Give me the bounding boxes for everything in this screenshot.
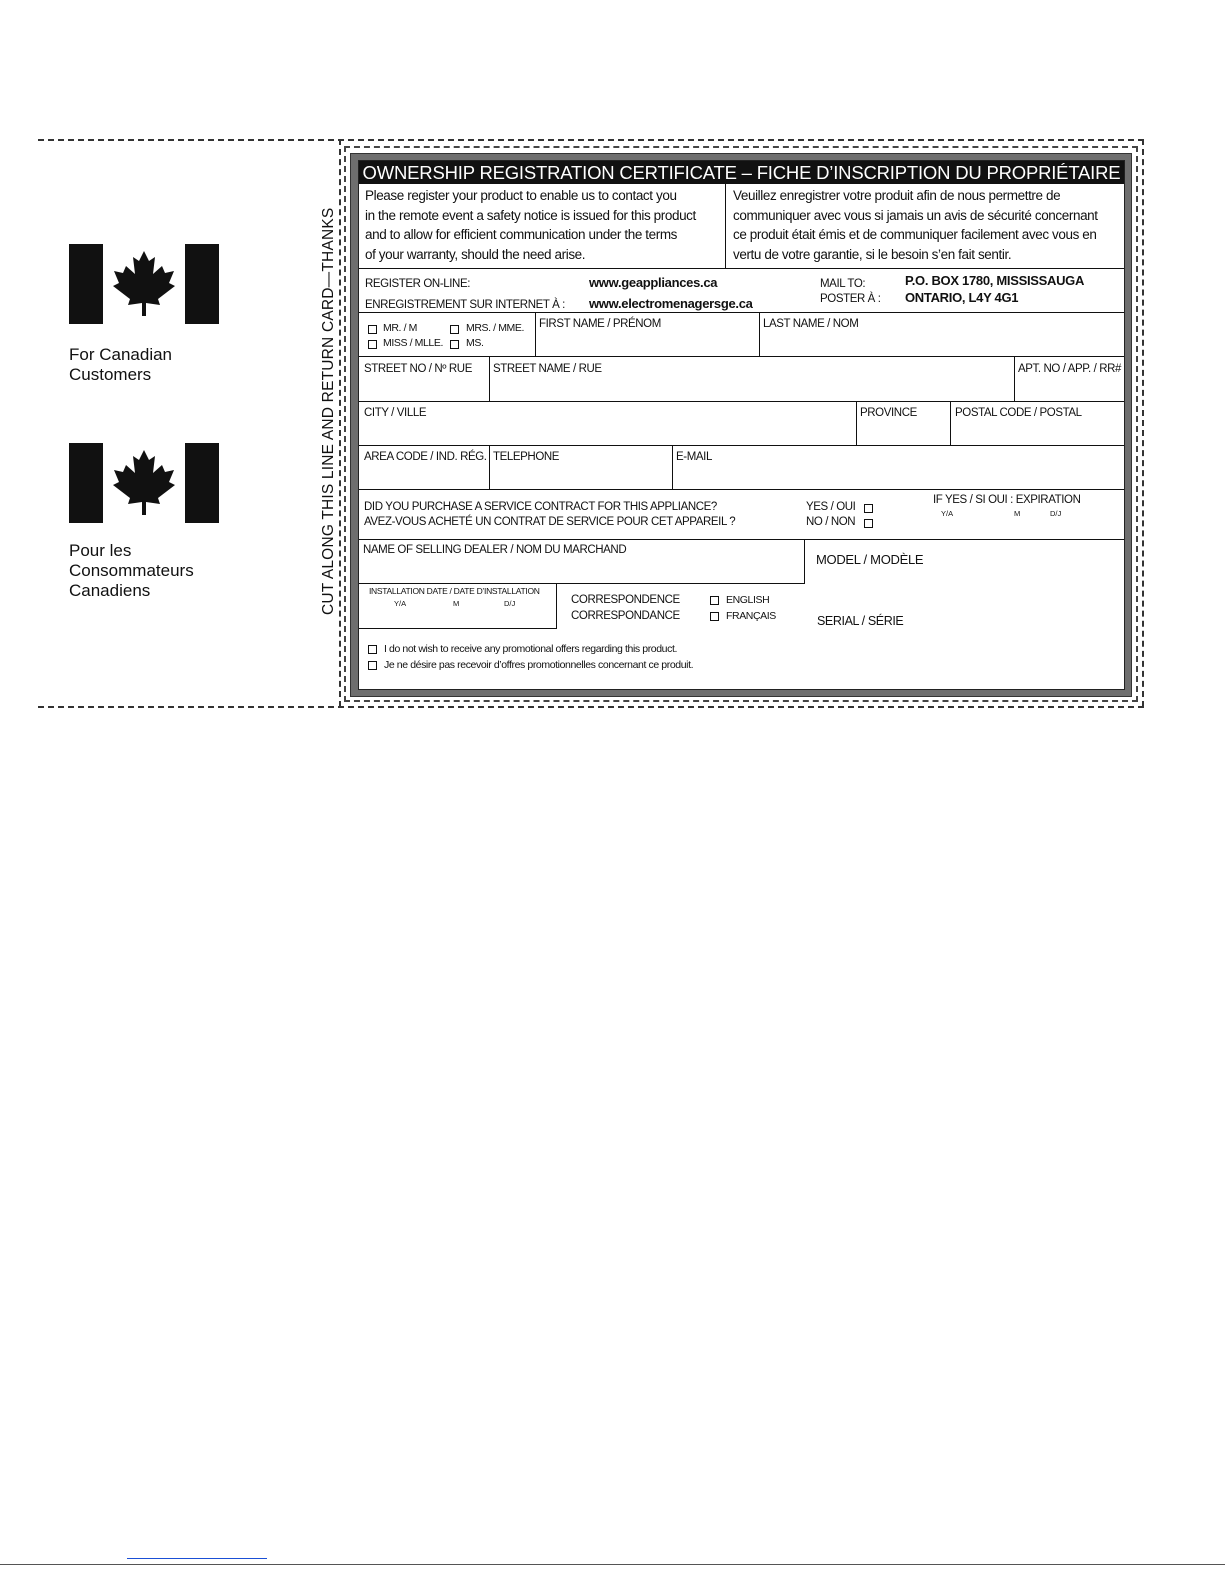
divider — [489, 445, 490, 489]
intro-english — [365, 186, 696, 264]
expiration-month: M — [1014, 509, 1021, 518]
divider — [359, 583, 805, 584]
install-day: D/J — [504, 599, 516, 608]
divider — [556, 583, 557, 629]
caption-line: Consommateurs — [69, 561, 194, 580]
postal-code-field[interactable]: POSTAL CODE / POSTAL — [955, 407, 1082, 419]
checkbox-french[interactable] — [710, 612, 719, 621]
promo-opt-out-en: I do not wish to receive any promotional offers regarding this product. — [384, 643, 677, 655]
canada-flag-icon — [69, 443, 219, 523]
title-mr-label: MR. / M — [383, 322, 417, 334]
canada-flag-icon — [69, 244, 219, 324]
intro-line: and to allow for efficient communication under the terms — [365, 227, 678, 242]
apt-no-field[interactable]: APT. NO / APP. / RR# — [1018, 363, 1121, 375]
caption-line: Canadiens — [69, 581, 151, 600]
correspondence-label-en: CORRESPONDENCE — [571, 594, 680, 606]
service-question-fr: AVEZ-VOUS ACHETÉ UN CONTRAT DE SERVICE POUR CET APPAREIL ? — [364, 516, 736, 528]
divider — [359, 268, 1124, 269]
model-field[interactable]: MODEL / MODÈLE — [816, 552, 924, 567]
registration-card — [358, 160, 1125, 690]
intro-line: Please register your product to enable us to contact you — [365, 188, 677, 203]
checkbox-mr[interactable] — [368, 325, 377, 334]
divider — [759, 312, 760, 356]
city-field[interactable]: CITY / VILLE — [364, 407, 427, 419]
cut-line-top — [38, 139, 1144, 141]
email-field[interactable]: E-MAIL — [676, 451, 712, 463]
expiration-day: D/J — [1050, 509, 1062, 518]
mail-to-label-fr: POSTER À : — [820, 293, 881, 305]
divider — [535, 312, 536, 356]
title-mrs-label: MRS. / MME. — [466, 322, 525, 334]
divider — [359, 628, 557, 629]
register-online-label-fr: ENREGISTREMENT SUR INTERNET À : — [365, 299, 565, 311]
caption-line: Customers — [69, 365, 152, 384]
divider — [359, 489, 1124, 490]
mail-to-label: MAIL TO: — [820, 278, 866, 290]
title-ms-label: MS. — [466, 337, 484, 349]
checkbox-no[interactable] — [864, 519, 873, 528]
first-name-field[interactable]: FIRST NAME / PRÉNOM — [539, 318, 661, 330]
telephone-field[interactable]: TELEPHONE — [493, 451, 560, 463]
last-name-field[interactable]: LAST NAME / NOM — [763, 318, 859, 330]
cut-instruction: CUT ALONG THIS LINE AND RETURN CARD—THANKS — [320, 207, 337, 615]
caption-for-canadian-customers — [69, 345, 172, 385]
intro-line: vertu de votre garantie, si le besoin s’en fait sentir. — [733, 246, 1012, 262]
dealer-field[interactable]: NAME OF SELLING DEALER / NOM DU MARCHAND — [363, 544, 627, 556]
correspondence-label-fr: CORRESPONDANCE — [571, 610, 680, 622]
mail-address-line-2: ONTARIO, L4Y 4G1 — [905, 290, 1019, 305]
serial-field[interactable]: SERIAL / SÉRIE — [817, 614, 904, 628]
yes-label: YES / OUI — [806, 501, 856, 513]
checkbox-ms[interactable] — [450, 340, 459, 349]
title-miss-label: MISS / MLLE. — [383, 337, 443, 349]
divider — [359, 356, 1124, 357]
cut-line-bottom — [38, 706, 1144, 708]
intro-line: communiquer avec vous si jamais un avis de sécurité concernant — [733, 207, 1098, 223]
street-no-field[interactable]: STREET NO / Nº RUE — [364, 363, 472, 375]
caption-pour-les-consommateurs — [69, 541, 194, 601]
checkbox-english[interactable] — [710, 596, 719, 605]
french-label: FRANÇAIS — [726, 610, 776, 622]
intro-line: of your warranty, should the need arise. — [365, 246, 586, 262]
checkbox-yes[interactable] — [864, 504, 873, 513]
caption-line: Pour les — [69, 541, 132, 560]
intro-line: ce produit était émis et de communiquer facilement avec vous en — [733, 227, 1097, 242]
divider — [1014, 356, 1015, 401]
install-month: M — [453, 599, 460, 608]
divider — [804, 539, 805, 583]
divider — [725, 184, 726, 269]
card-title: OWNERSHIP REGISTRATION CERTIFICATE – FICHE D’INSCRIPTION DU PROPRIÉTAIRE — [359, 161, 1124, 184]
intro-french — [733, 186, 1098, 264]
expiration-label: IF YES / SI OUI : EXPIRATION — [933, 494, 1081, 506]
checkbox-miss[interactable] — [368, 340, 377, 349]
install-year: Y/A — [394, 599, 407, 608]
checkbox-promo-opt-out-fr[interactable] — [368, 661, 377, 670]
divider — [856, 401, 857, 445]
divider — [950, 401, 951, 445]
register-online-label: REGISTER ON-LINE: — [365, 278, 471, 290]
install-date-field[interactable]: INSTALLATION DATE / DATE D’INSTALLATION — [369, 586, 540, 596]
checkbox-promo-opt-out-en[interactable] — [368, 645, 377, 654]
street-name-field[interactable]: STREET NAME / RUE — [493, 363, 602, 375]
mail-address-line-1: P.O. BOX 1780, MISSISSAUGA — [905, 273, 1085, 288]
cut-line-vertical — [339, 139, 341, 707]
divider — [489, 356, 490, 401]
divider — [359, 312, 1124, 313]
divider — [359, 445, 1124, 446]
cut-line-right — [1142, 139, 1144, 707]
promo-opt-out-fr: Je ne désire pas recevoir d’offres promotionnelles concernant ce produit. — [384, 659, 694, 671]
register-online-url[interactable]: www.geappliances.ca — [589, 275, 718, 290]
register-online-url-fr[interactable]: www.electromenagersge.ca — [589, 296, 753, 311]
footer-link-underline — [127, 1558, 267, 1559]
checkbox-mrs[interactable] — [450, 325, 459, 334]
divider — [359, 401, 1124, 402]
footer-rule — [0, 1564, 1225, 1565]
intro-line: Veuillez enregistrer votre produit afin de nous permettre de — [733, 188, 1061, 203]
service-question-en: DID YOU PURCHASE A SERVICE CONTRACT FOR THIS APPLIANCE? — [364, 501, 717, 513]
no-label: NO / NON — [806, 516, 856, 528]
area-code-field[interactable]: AREA CODE / IND. RÉG. — [364, 451, 487, 463]
province-field[interactable]: PROVINCE — [860, 407, 917, 419]
divider — [672, 445, 673, 489]
divider — [359, 539, 1124, 540]
caption-line: For Canadian — [69, 345, 173, 364]
expiration-year: Y/A — [941, 509, 954, 518]
intro-line: in the remote event a safety notice is issued for this product — [365, 207, 696, 223]
english-label: ENGLISH — [726, 594, 770, 606]
